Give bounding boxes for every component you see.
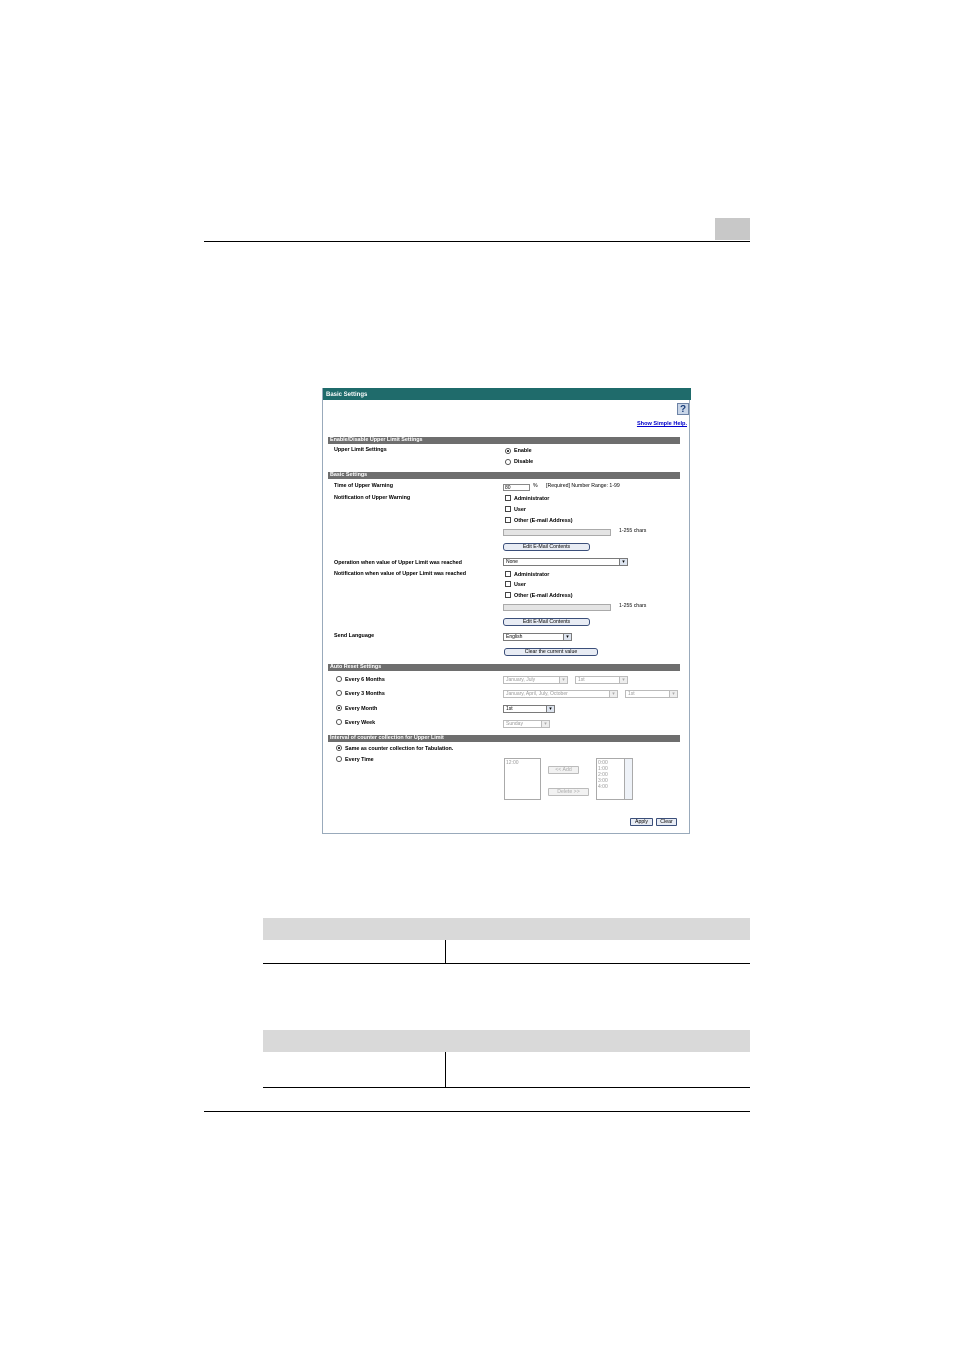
warning-administrator-label: Administrator xyxy=(514,496,550,502)
apply-button[interactable]: Apply xyxy=(630,818,653,826)
clear-current-value-button[interactable]: Clear the current value xyxy=(504,648,598,656)
every-week-value: Sunday xyxy=(506,721,523,727)
warning-edit-email-button[interactable]: Edit E-Mail Contents xyxy=(503,543,590,551)
table-header-cell xyxy=(263,918,446,940)
chevron-down-icon: ▾ xyxy=(669,691,677,697)
disable-radio[interactable] xyxy=(505,459,511,465)
every-month-day-select[interactable] xyxy=(503,705,555,713)
every-3-months-label: Every 3 Months xyxy=(345,691,385,697)
header-rule xyxy=(204,241,750,242)
warning-user-label: User xyxy=(514,507,526,513)
every-3-months-radio[interactable] xyxy=(336,690,342,696)
table-cell xyxy=(263,940,446,963)
six-months-day-value: 1st xyxy=(578,677,585,683)
settings-table-2 xyxy=(263,1030,750,1088)
reached-user-checkbox[interactable] xyxy=(505,581,511,587)
warning-user-checkbox[interactable] xyxy=(505,506,511,512)
six-months-day-select[interactable] xyxy=(575,676,628,684)
settings-table-1 xyxy=(263,918,750,964)
list-item[interactable]: 1:00 xyxy=(598,766,608,772)
upper-warning-input[interactable]: 80 xyxy=(503,484,530,491)
warning-other-label: Other (E-mail Address) xyxy=(514,518,573,524)
page-number-tab xyxy=(715,218,750,240)
notification-reached-label: Notification when value of Upper Limit was reached xyxy=(334,571,467,577)
table-header-cell xyxy=(446,1030,751,1052)
operation-reached-select[interactable] xyxy=(503,558,628,566)
chevron-down-icon: ▾ xyxy=(546,706,554,712)
send-language-label: Send Language xyxy=(334,633,375,639)
section-enable-disable: Enable/Disable Upper Limit Settings xyxy=(328,437,680,444)
list-item[interactable]: 0:00 xyxy=(598,760,608,766)
reached-other-label: Other (E-mail Address) xyxy=(514,593,573,599)
delete-time-button[interactable]: Delete >> xyxy=(548,788,589,796)
footer-rule xyxy=(204,1111,750,1112)
chevron-down-icon: ▾ xyxy=(563,634,571,640)
send-language-select[interactable] xyxy=(503,633,572,641)
show-simple-help-link[interactable]: Show Simple Help. xyxy=(636,421,687,427)
available-times-list[interactable] xyxy=(596,758,633,800)
reached-chars-note: 1-255 chars xyxy=(619,603,647,609)
operation-reached-value: None xyxy=(506,559,518,565)
reached-edit-email-button[interactable]: Edit E-Mail Contents xyxy=(503,618,590,626)
every-6-months-radio[interactable] xyxy=(336,676,342,682)
warning-email-input[interactable] xyxy=(503,529,611,536)
section-basic-settings: Basic Settings xyxy=(328,472,680,479)
table-header-row xyxy=(263,918,750,940)
warning-chars-note: 1-255 chars xyxy=(619,528,647,534)
table-cell xyxy=(263,1052,446,1087)
chevron-down-icon: ▾ xyxy=(609,691,617,697)
table-cell xyxy=(446,1052,751,1087)
reached-email-input[interactable] xyxy=(503,604,611,611)
three-months-day-value: 1st xyxy=(628,691,635,697)
chevron-down-icon: ▾ xyxy=(619,559,627,565)
reached-administrator-checkbox[interactable] xyxy=(505,571,511,577)
disable-label: Disable xyxy=(514,459,534,465)
help-icon[interactable]: ? xyxy=(677,403,689,415)
table-header-row xyxy=(263,1030,750,1052)
same-as-tabulation-label: Same as counter collection for Tabulation. xyxy=(345,746,454,752)
every-month-label: Every Month xyxy=(345,706,378,712)
table-row xyxy=(263,940,750,963)
three-months-select[interactable] xyxy=(503,690,618,698)
clear-button[interactable]: Clear xyxy=(656,818,677,826)
list-item[interactable]: 4:00 xyxy=(598,784,608,790)
operation-reached-label: Operation when value of Upper Limit was reached xyxy=(334,560,462,566)
list-item[interactable]: 12:00 xyxy=(506,760,519,766)
warning-administrator-checkbox[interactable] xyxy=(505,495,511,501)
six-months-value: January, July xyxy=(506,677,536,683)
enable-label: Enable xyxy=(514,448,532,454)
every-week-radio[interactable] xyxy=(336,719,342,725)
basic-settings-panel xyxy=(322,388,690,834)
add-time-button[interactable]: << Add xyxy=(548,766,579,774)
section-interval: Interval of counter collection for Upper Limit xyxy=(328,735,680,742)
chevron-down-icon: ▾ xyxy=(541,721,549,727)
every-week-label: Every Week xyxy=(345,720,376,726)
every-time-radio[interactable] xyxy=(336,756,342,762)
table-cell xyxy=(446,940,751,963)
table-row xyxy=(263,1052,750,1087)
percent-unit: % xyxy=(533,483,538,489)
warning-range-note: [Required] Number Range: 1-99 xyxy=(546,483,620,489)
table-header-cell xyxy=(446,918,751,940)
three-months-day-select[interactable] xyxy=(625,690,678,698)
time-of-upper-warning-label: Time of Upper Warning xyxy=(334,483,393,489)
send-language-value: English xyxy=(506,634,523,640)
section-auto-reset: Auto Reset Settings xyxy=(328,664,680,671)
three-months-value: January, April, July, October xyxy=(506,691,568,697)
every-month-day-value: 1st xyxy=(506,706,513,712)
chevron-down-icon: ▾ xyxy=(619,677,627,683)
chevron-down-icon: ▾ xyxy=(559,677,567,683)
reached-other-checkbox[interactable] xyxy=(505,592,511,598)
list-item[interactable]: 2:00 xyxy=(598,772,608,778)
enable-radio[interactable] xyxy=(505,448,511,454)
upper-limit-settings-label: Upper Limit Settings xyxy=(334,447,387,453)
table-header-cell xyxy=(263,1030,446,1052)
every-week-select[interactable] xyxy=(503,720,550,728)
reached-user-label: User xyxy=(514,582,526,588)
selected-times-list[interactable] xyxy=(504,758,541,800)
every-6-months-label: Every 6 Months xyxy=(345,677,385,683)
list-item[interactable]: 3:00 xyxy=(598,778,608,784)
panel-title: Basic Settings xyxy=(323,388,691,400)
every-month-radio[interactable] xyxy=(336,705,342,711)
every-time-label: Every Time xyxy=(345,757,374,763)
same-as-tabulation-radio[interactable] xyxy=(336,745,342,751)
six-months-select[interactable] xyxy=(503,676,568,684)
reached-administrator-label: Administrator xyxy=(514,572,550,578)
notification-upper-warning-label: Notification of Upper Warning xyxy=(334,495,411,501)
warning-other-checkbox[interactable] xyxy=(505,517,511,523)
list-scrollbar[interactable] xyxy=(624,759,632,799)
